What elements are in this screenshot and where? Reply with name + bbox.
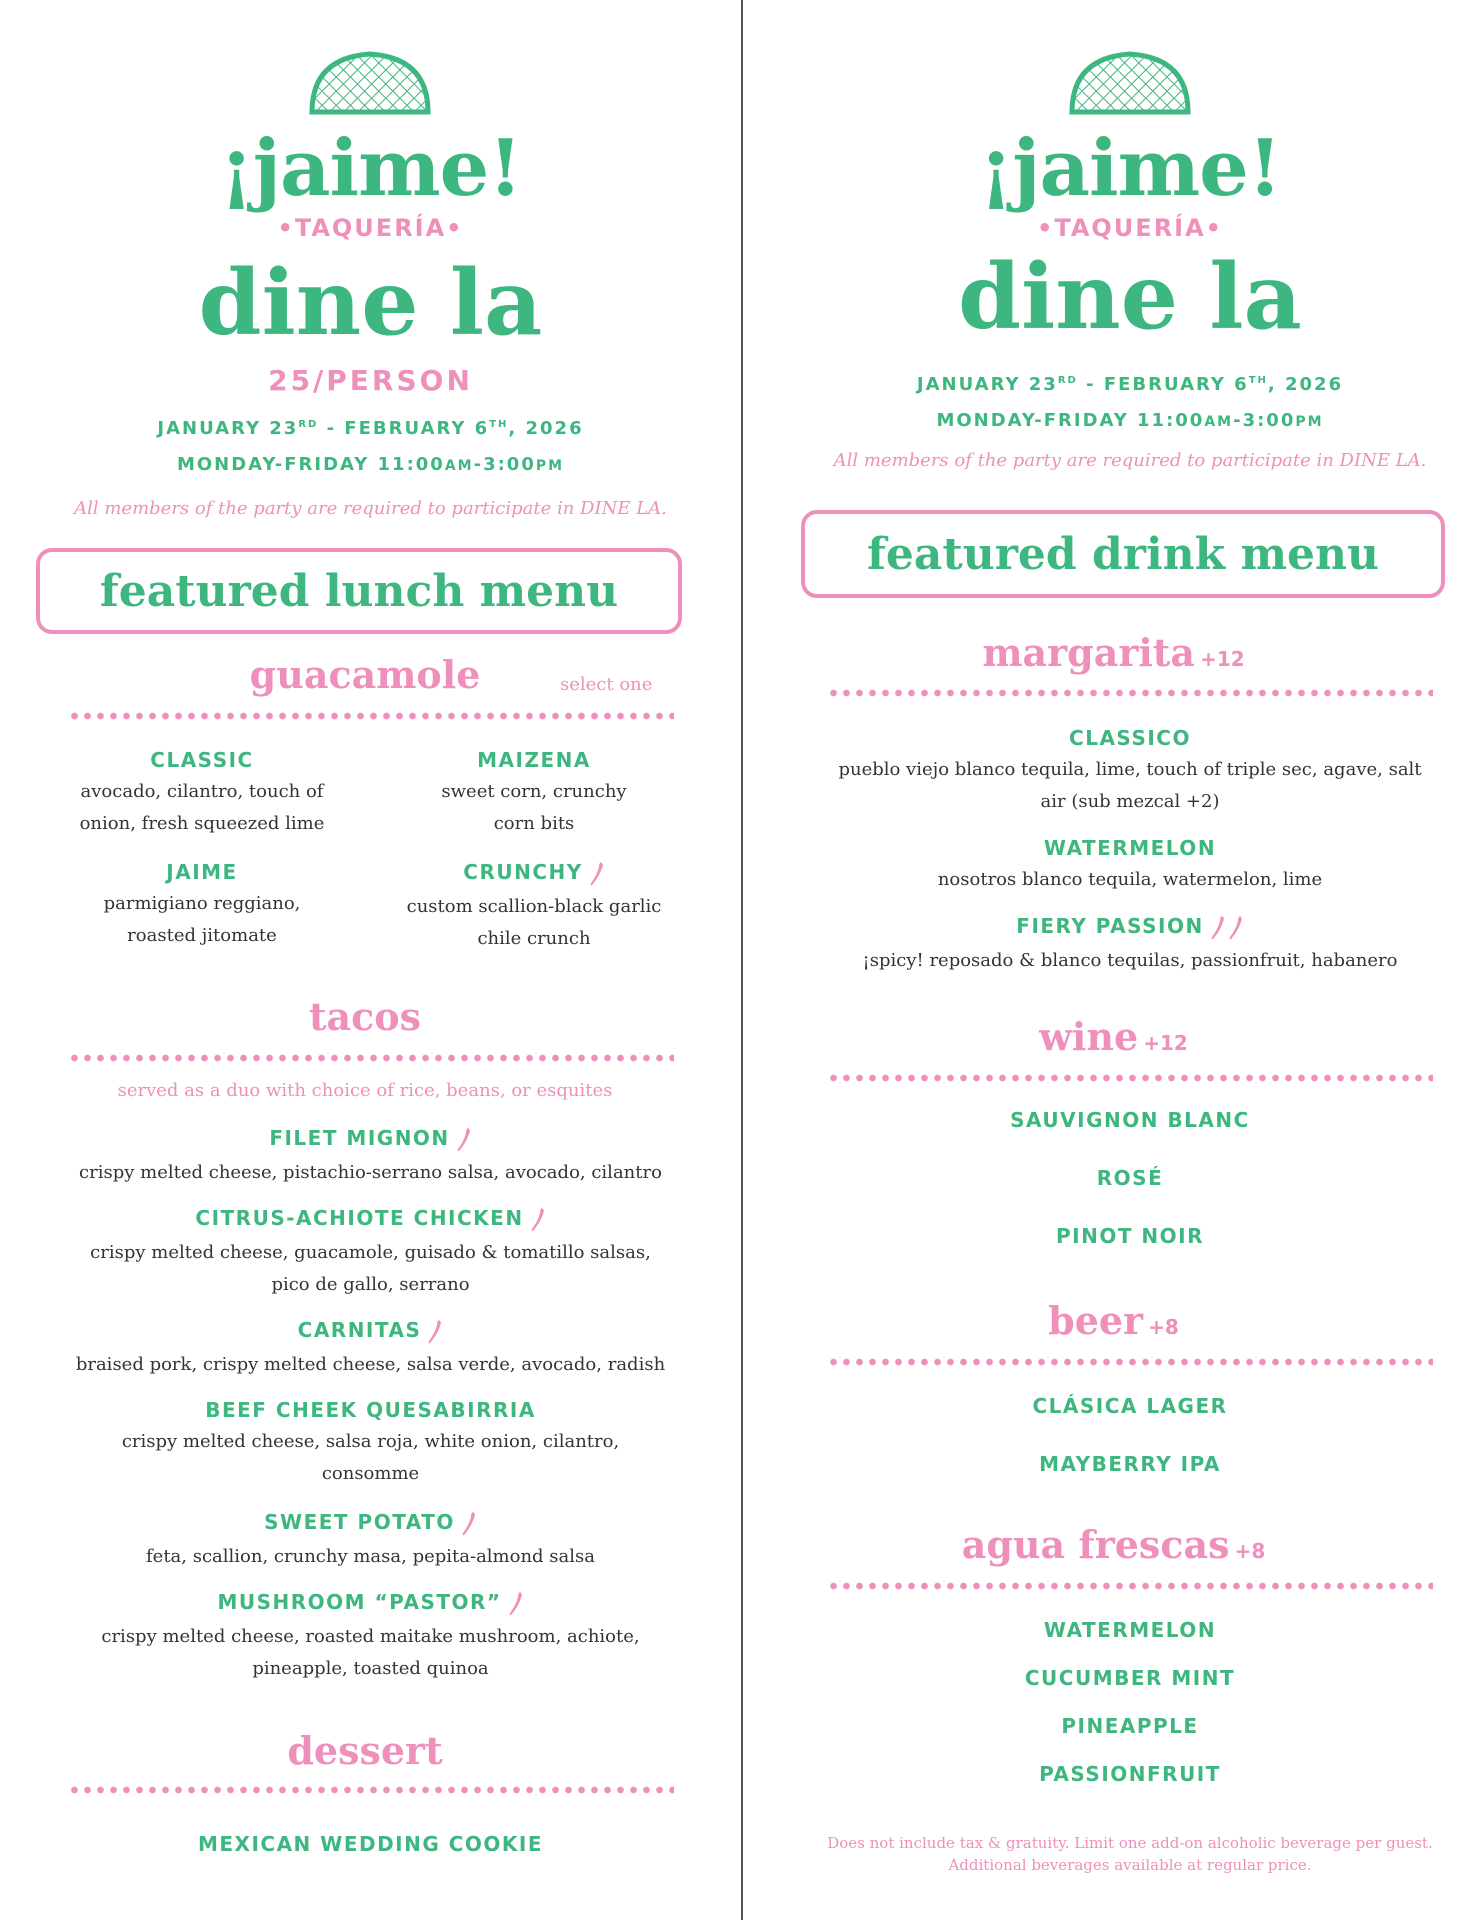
lunch-menu-banner <box>36 548 682 634</box>
addon-price: +12 <box>1200 647 1245 671</box>
item-description: pueblo viejo blanco tequila, lime, touch of triple sec, agave, salt <box>838 759 1422 780</box>
chile-pepper-icon <box>461 1511 477 1537</box>
item-name: BEEF CHEEK QUESABIRRIA <box>205 1398 536 1422</box>
drink-menu-panel <box>743 0 1484 1920</box>
dessert-item: MEXICAN WEDDING COOKIE <box>197 1832 544 1856</box>
margarita-heading <box>743 630 1484 675</box>
section-divider-dots <box>68 1786 674 1794</box>
brand-name: ¡jaime! <box>978 123 1282 214</box>
section-title: margarita <box>982 630 1195 675</box>
wine-item: SAUVIGNON BLANC <box>1010 1108 1250 1132</box>
addon-price: +8 <box>1148 1315 1179 1339</box>
beer-item: MAYBERRY IPA <box>1039 1452 1221 1476</box>
item-description: corn bits <box>493 813 575 834</box>
item-description: crispy melted cheese, salsa roja, white onion, cilantro, <box>121 1431 620 1452</box>
item-description: ¡spicy! reposado & blanco tequilas, passionfruit, habanero <box>862 949 1398 971</box>
lunch-menu-title: featured lunch menu <box>99 565 619 617</box>
item-name: FIERY PASSION <box>1016 914 1204 938</box>
item-description: parmigiano reggiano, <box>103 893 301 914</box>
item-name: SWEET POTATO <box>264 1510 455 1534</box>
item-description: pico de gallo, serrano <box>271 1273 470 1295</box>
footer-line: Does not include tax & gratuity. Limit one add-on alcoholic beverage per guest. <box>827 1834 1433 1852</box>
taco-icon <box>308 48 432 116</box>
item-description: crispy melted cheese, roasted maitake mushroom, achiote, <box>101 1625 640 1647</box>
section-divider-dots <box>827 1074 1433 1082</box>
item-description: chile crunch <box>477 927 591 949</box>
agua-item: WATERMELON <box>1043 1618 1217 1642</box>
item-name: JAIME <box>166 860 238 884</box>
section-title: wine <box>1039 1014 1139 1059</box>
taco-item-beef-cheek-quesabirria <box>0 1398 741 1490</box>
chile-pepper-icon <box>427 1319 443 1345</box>
section-divider-dots <box>827 689 1433 697</box>
beer-heading <box>743 1298 1484 1343</box>
chile-pepper-icon <box>456 1127 472 1153</box>
guac-item-jaime <box>52 860 352 952</box>
chile-pepper-icon <box>589 861 605 887</box>
addon-price: +8 <box>1234 1539 1266 1563</box>
item-description: pineapple, toasted quinoa <box>252 1657 489 1679</box>
item-description: consomme <box>321 1463 420 1484</box>
item-description: onion, fresh squeezed lime <box>79 813 325 834</box>
guacamole-heading: guacamole <box>249 652 481 697</box>
price-per-person: 25/PERSON <box>268 364 473 397</box>
date-range: JANUARY 23RD - FEBRUARY 6TH, 2026 <box>157 418 584 439</box>
tacos-heading: tacos <box>308 994 422 1039</box>
item-description: feta, scallion, crunchy masa, pepita-almond salsa <box>146 1545 595 1567</box>
date-range: JANUARY 23RD - FEBRUARY 6TH, 2026 <box>916 374 1344 395</box>
item-description: sweet corn, crunchy <box>441 781 627 802</box>
taco-item-carnitas <box>0 1318 741 1381</box>
margarita-item-fiery-passion <box>803 914 1457 977</box>
agua-item: CUCUMBER MINT <box>1024 1666 1236 1690</box>
dine-la-title: dine la <box>198 250 543 356</box>
section-divider-dots <box>68 712 674 720</box>
item-name: CITRUS-ACHIOTE CHICKEN <box>195 1206 524 1230</box>
item-name: FILET MIGNON <box>269 1126 450 1150</box>
guac-item-classic <box>52 748 352 840</box>
beer-item: CLÁSICA LAGER <box>1032 1394 1228 1418</box>
section-title: beer <box>1048 1298 1144 1343</box>
item-description: braised pork, crispy melted cheese, salsa verde, avocado, radish <box>75 1353 666 1375</box>
hours: MONDAY-FRIDAY 11:00AM-3:00PM <box>936 410 1324 431</box>
item-description: custom scallion-black garlic <box>406 895 662 917</box>
item-name: CARNITAS <box>297 1318 422 1342</box>
agua-frescas-heading <box>743 1522 1484 1567</box>
taco-icon <box>1068 48 1192 116</box>
drink-menu-title: featured drink menu <box>867 528 1379 580</box>
margarita-item-watermelon <box>803 836 1457 896</box>
item-description: roasted jitomate <box>127 925 277 946</box>
item-description: crispy melted cheese, pistachio-serrano salsa, avocado, cilantro <box>79 1161 662 1183</box>
addon-price: +12 <box>1143 1031 1188 1055</box>
item-name: MAIZENA <box>477 748 591 772</box>
dessert-heading: dessert <box>287 1728 443 1773</box>
item-name: WATERMELON <box>1043 836 1217 860</box>
wine-item: PINOT NOIR <box>1055 1224 1205 1248</box>
section-divider-dots <box>827 1582 1433 1590</box>
item-name: CRUNCHY <box>463 860 583 884</box>
chile-pepper-icon <box>1210 915 1226 941</box>
taco-item-mushroom-pastor <box>0 1590 741 1685</box>
chile-pepper-icon <box>1228 915 1244 941</box>
lunch-menu-panel <box>0 0 741 1920</box>
taco-item-filet-mignon <box>0 1126 741 1189</box>
footer-disclaimer <box>743 1832 1484 1876</box>
wine-heading <box>743 1014 1484 1059</box>
section-divider-dots <box>68 1054 674 1062</box>
chile-pepper-icon <box>530 1207 546 1233</box>
brand-name: ¡jaime! <box>219 123 522 214</box>
dine-la-title: dine la <box>958 244 1302 350</box>
item-name: CLASSICO <box>1069 726 1191 750</box>
item-description: avocado, cilantro, touch of <box>80 781 324 802</box>
participation-note: All members of the party are required to participate in DINE LA. <box>833 450 1427 471</box>
section-divider-dots <box>827 1358 1433 1366</box>
brand-subtitle: •TAQUERÍA• <box>1036 214 1224 242</box>
tacos-serving-note: served as a duo with choice of rice, beans, or esquites <box>117 1080 613 1101</box>
brand-subtitle: •TAQUERÍA• <box>277 214 464 242</box>
margarita-item-classico <box>803 726 1457 818</box>
chile-pepper-icon <box>508 1591 524 1617</box>
item-name: CLASSIC <box>150 748 254 772</box>
taco-item-citrus-achiote-chicken <box>0 1206 741 1301</box>
taco-item-sweet-potato <box>0 1510 741 1573</box>
guac-item-crunchy <box>384 860 684 955</box>
footer-line: Additional beverages available at regular price. <box>948 1856 1312 1874</box>
item-description: nosotros blanco tequila, watermelon, lime <box>937 869 1323 890</box>
drink-menu-banner <box>801 510 1445 598</box>
hours: MONDAY-FRIDAY 11:00AM-3:00PM <box>176 454 565 475</box>
wine-item: ROSÉ <box>1096 1166 1164 1190</box>
agua-item: PINEAPPLE <box>1061 1714 1199 1738</box>
section-title: agua frescas <box>961 1522 1230 1567</box>
item-name: MUSHROOM “PASTOR” <box>217 1590 502 1614</box>
participation-note: All members of the party are required to participate in DINE LA. <box>74 498 667 519</box>
select-one-note: select one <box>560 674 653 695</box>
item-description: air (sub mezcal +2) <box>1040 791 1220 812</box>
guac-item-maizena <box>384 748 684 840</box>
item-description: crispy melted cheese, guacamole, guisado & tomatillo salsas, <box>90 1241 651 1263</box>
agua-item: PASSIONFRUIT <box>1039 1762 1221 1786</box>
